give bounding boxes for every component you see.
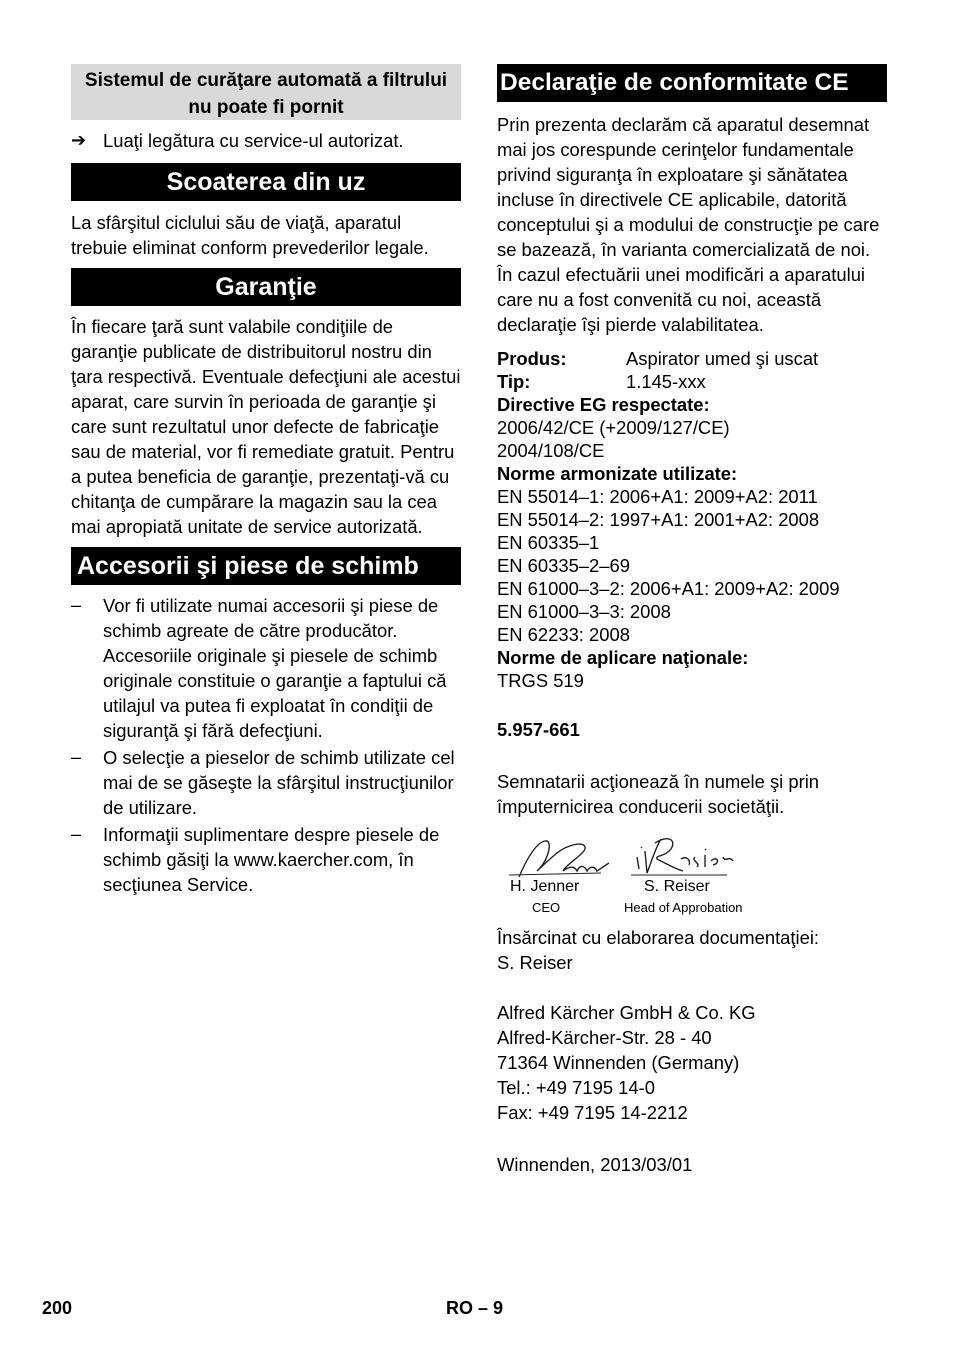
norm-item: EN 55014–1: 2006+A1: 2009+A2: 2011 <box>497 486 818 507</box>
signer-reiser-role: Head of Approbation <box>624 900 743 915</box>
address-line: 71364 Winnenden (Germany) <box>497 1052 740 1073</box>
list-item <box>71 593 461 743</box>
signature-block <box>497 833 887 919</box>
norm-item: EN 61000–3–2: 2006+A1: 2009+A2: 2009 <box>497 578 840 599</box>
product-value: Aspirator umed şi uscat <box>626 348 819 369</box>
document-number: 5.957-661 <box>497 719 580 740</box>
doc-responsible-label: Însărcinat cu elaborarea documentaţiei: <box>497 927 820 948</box>
filter-action-text: Luaţi legătura cu service-ul autorizat. <box>103 130 404 151</box>
doc-responsible-name: S. Reiser <box>497 952 573 973</box>
product-label: Produs: <box>497 348 567 369</box>
table-row <box>497 347 887 370</box>
filter-cleaning-heading: Sistemul de curăţare automată a filtrului nu poate fi pornit <box>71 64 461 120</box>
arrow-right-icon: ➔ <box>71 130 87 150</box>
directive-item: 2004/108/CE <box>497 440 605 461</box>
signer-jenner-name: H. Jenner <box>510 878 580 895</box>
warranty-title: Garanţie <box>71 268 461 306</box>
address-line: Tel.: +49 7195 14-0 <box>497 1077 655 1098</box>
address-line: Alfred Kärcher GmbH & Co. KG <box>497 1002 756 1023</box>
warranty-text: În fiecare ţară sunt valabile condiţiile de garanţie publicate de distribuitorul nostru din ţara respectivă. Eventuale defecţiuni ale acestui aparat, care survin în perioada de garanţie şi care sunt rezultatul unor defecte de fabricaţie sau de material, vor fi remediate gratuit. Pentru a putea beneficia de garanţie, prezentaţi-vă cu chitanţa de cumpărare la magazin sau la cea mai apropiată unitate de service autorizată. <box>71 316 461 537</box>
company-address <box>497 1000 887 1125</box>
disposal-title: Scoaterea din uz <box>71 163 461 201</box>
directive-item: 2006/42/CE (+2009/127/CE) <box>497 417 730 438</box>
disposal-text: La sfârşitul ciclului său de viaţă, aparatul trebuie eliminat conform prevederilor legale. <box>71 212 429 258</box>
list-item <box>71 822 461 897</box>
list-item <box>71 745 461 820</box>
page-number: 200 <box>42 1298 73 1318</box>
declaration-intro: Prin prezenta declarăm că aparatul desemnat mai jos corespunde cerinţelor fundamentale privind siguranţa în exploatare şi sănătatea incluse în directivele CE aplicabile, datorită conceptului şi a modului de construcţie pe care se bazează, în varianta comercializată de noi. În cazul efectuării unei modificări a aparatului care nu a fost convenită cu noi, această declaraţie îşi pierde valabilitatea. <box>497 114 880 335</box>
dash-bullet: – <box>71 747 82 767</box>
table-row <box>497 370 887 393</box>
type-label: Tip: <box>497 371 531 392</box>
place-date: Winnenden, 2013/03/01 <box>497 1154 693 1175</box>
signer-reiser-name: S. Reiser <box>644 878 710 895</box>
address-line: Fax: +49 7195 14-2212 <box>497 1102 688 1123</box>
directives-label: Directive EG respectate: <box>497 394 710 415</box>
filter-action-line <box>71 128 461 153</box>
address-line: Alfred-Kärcher-Str. 28 - 40 <box>497 1027 712 1048</box>
right-column <box>497 64 887 1177</box>
accessories-title: Accesorii şi piese de schimb <box>71 547 461 585</box>
accessories-item-text: O selecţie a pieselor de schimb utilizate cel mai de se găseşte la sfârşitul instrucţiunilor de utilizare. <box>103 747 455 818</box>
section-page-label: RO – 9 <box>446 1298 504 1318</box>
signatories-text: Semnatarii acţionează în numele şi prin împuternicirea conducerii societăţii. <box>497 771 820 817</box>
accessories-item-text: Informaţii suplimentare despre piesele de schimb găsiţi la www.kaercher.com, în secţiunea Service. <box>103 824 440 895</box>
declaration-title: Declaraţie de conformitate CE <box>497 64 887 102</box>
signer-jenner-role: CEO <box>532 900 561 915</box>
norm-item: EN 60335–2–69 <box>497 555 630 576</box>
norm-item: EN 55014–2: 1997+A1: 2001+A2: 2008 <box>497 509 820 530</box>
left-column <box>71 64 461 897</box>
dash-bullet: – <box>71 595 82 615</box>
type-value: 1.145-xxx <box>626 371 706 392</box>
accessories-list <box>71 593 461 897</box>
national-norms-value: TRGS 519 <box>497 670 584 691</box>
norm-item: EN 61000–3–3: 2008 <box>497 601 671 622</box>
national-norms-label: Norme de aplicare naţionale: <box>497 647 749 668</box>
product-spec-table <box>497 347 887 393</box>
norm-item: EN 60335–1 <box>497 532 600 553</box>
accessories-item-text: Vor fi utilizate numai accesorii şi piese de schimb agreate de către producător. Accesoriile originale şi piesele de schimb originale constituie o garanţie a faptului că utilajul va putea fi exploatat în condiţii de siguranţă şi fără defecţiuni. <box>103 595 447 741</box>
norms-label: Norme armonizate utilizate: <box>497 463 738 484</box>
dash-bullet: – <box>71 824 82 844</box>
norm-item: EN 62233: 2008 <box>497 624 630 645</box>
